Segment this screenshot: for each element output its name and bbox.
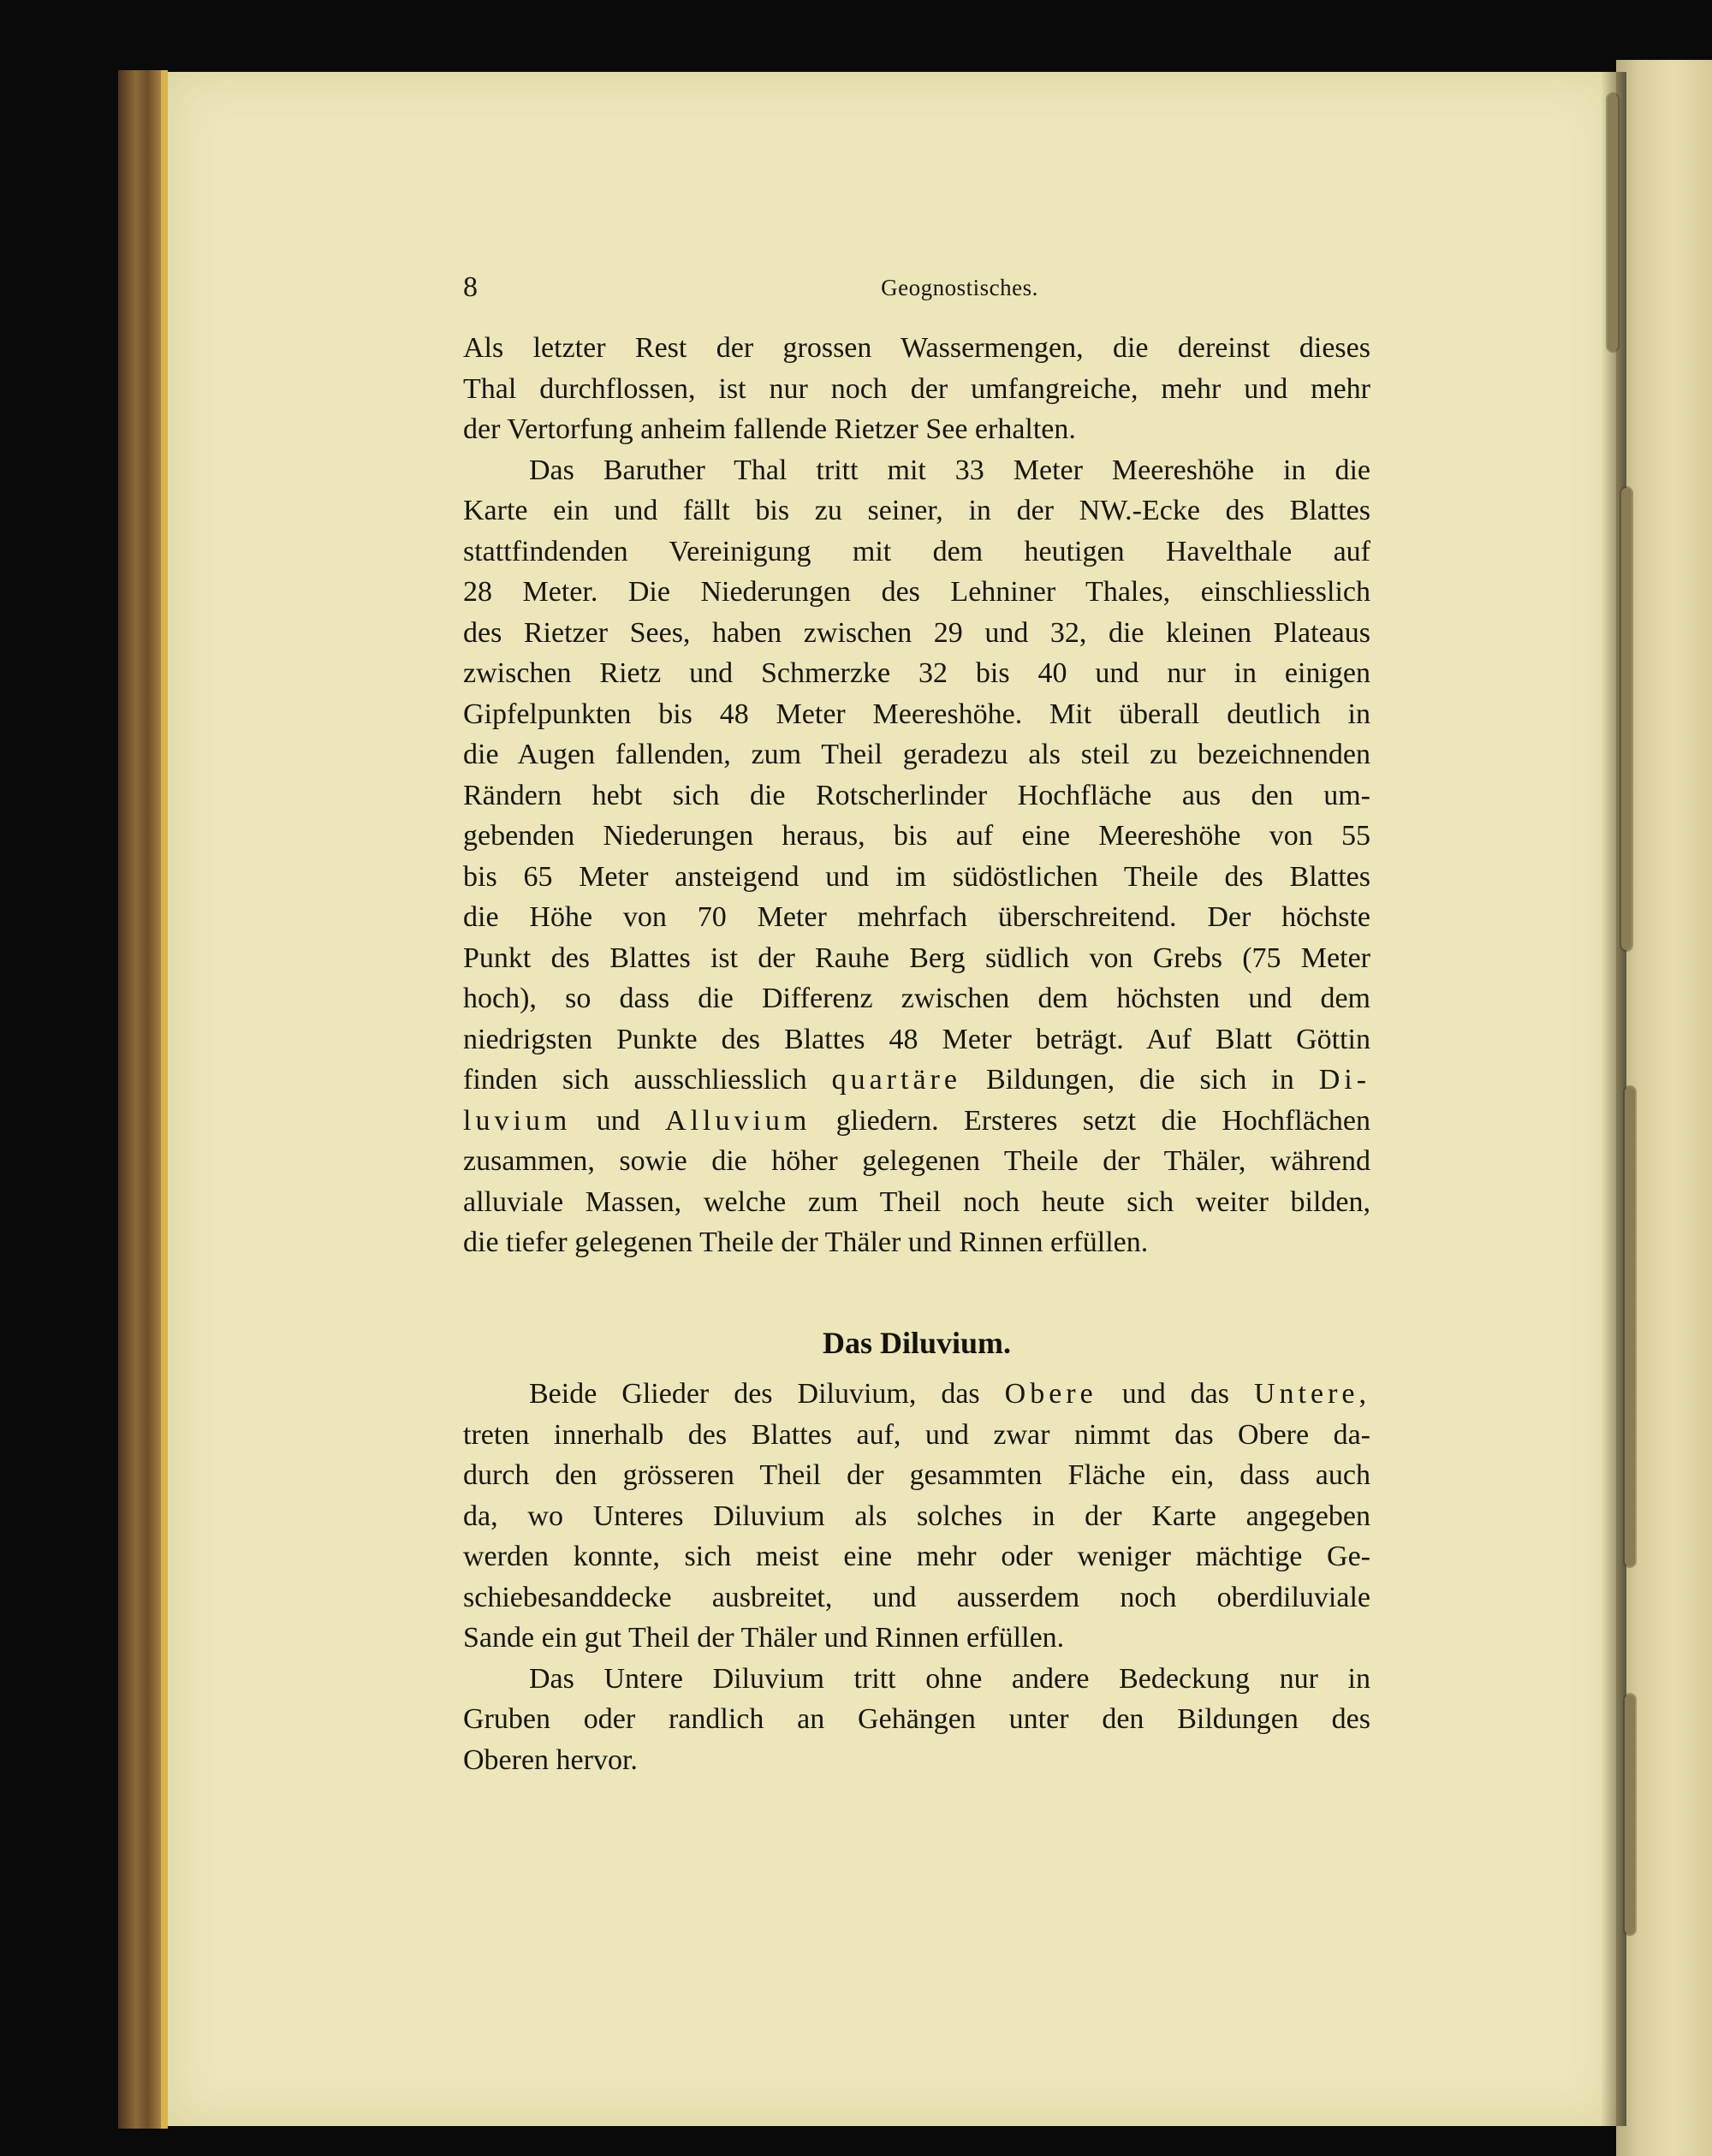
text-line: Als letzter Rest der grossen Wassermengen, die dereinst dieses xyxy=(463,332,1370,364)
text-line: Karte ein und fällt bis zu seiner, in der NW.-Ecke des Blattes xyxy=(463,495,1370,526)
page-gutter-shadow xyxy=(1601,72,1626,2126)
text-line: Rändern hebt sich die Rotscherlinder Hochfläche aus den um- xyxy=(463,779,1370,811)
text-run: Beide Glieder des Diluvium, das xyxy=(529,1378,980,1410)
text-line: treten innerhalb des Blattes auf, und zwar nimmt das Obere da- xyxy=(463,1418,1370,1451)
binding-stitch xyxy=(1621,488,1632,950)
text-line: alluviale Massen, welche zum Theil noch heute sich weiter bilden, xyxy=(463,1185,1370,1218)
text-line: hoch), so dass die Differenz zwischen dem höchsten und dem xyxy=(463,983,1370,1014)
text-line: zwischen Rietz und Schmerzke 32 bis 40 und nur in einigen xyxy=(463,657,1370,689)
text-line: da, wo Unteres Diluvium als solches in der Karte angegeben xyxy=(463,1500,1370,1532)
text-line: stattfindenden Vereinigung mit dem heutigen Havelthale auf xyxy=(463,535,1370,567)
text-run: gliedern. Ersteres setzt die Hochflächen xyxy=(835,1104,1371,1137)
text-run: Bildungen, die sich in xyxy=(985,1064,1294,1096)
text-line: durch den grösseren Theil der gesammten Fläche ein, dass auch xyxy=(463,1459,1370,1491)
spaced-term: Alluvium xyxy=(665,1104,811,1137)
text-line: Das Baruther Thal tritt mit 33 Meter Meereshöhe in die xyxy=(529,454,1370,486)
text-line xyxy=(463,1060,1370,1101)
text-line xyxy=(463,1374,1370,1415)
spaced-term: Obere xyxy=(1004,1378,1097,1410)
text-line: Sande ein gut Theil der Thäler und Rinnen erfüllen. xyxy=(463,1622,1065,1654)
text-run: finden sich ausschliesslich xyxy=(463,1064,807,1096)
text-line: Oberen hervor. xyxy=(463,1743,638,1776)
text-line: Das Untere Diluvium tritt ohne andere Bedeckung nur in xyxy=(529,1662,1370,1695)
running-header xyxy=(463,270,1370,305)
text-line: der Vertorfung anheim fallende Rietzer See erhalten. xyxy=(463,413,1076,445)
text-line: schiebesanddecke ausbreitet, und ausserdem noch oberdiluviale xyxy=(463,1581,1370,1613)
text-line: die Höhe von 70 Meter mehrfach überschreitend. Der höchste xyxy=(463,901,1370,933)
binding-stitch xyxy=(1608,94,1618,351)
text-line: die tiefer gelegenen Theile der Thäler und Rinnen erfüllen. xyxy=(463,1226,1149,1258)
text-line: bis 65 Meter ansteigend und im südöstlichen Theile des Blattes xyxy=(463,860,1370,893)
text-run: und xyxy=(596,1104,640,1137)
text-line: Gruben oder randlich an Gehängen unter den Bildungen des xyxy=(463,1703,1370,1735)
text-line: Punkt des Blattes ist der Rauhe Berg südlich von Grebs (75 Meter xyxy=(463,941,1370,974)
text-line: Gipfelpunkten bis 48 Meter Meereshöhe. Mit überall deutlich in xyxy=(463,698,1370,730)
page-number: 8 xyxy=(463,271,478,303)
text-line xyxy=(463,1101,1370,1142)
text-line: zusammen, sowie die höher gelegenen Theile der Thäler, während xyxy=(463,1145,1370,1177)
text-run: und das xyxy=(1121,1378,1230,1410)
body-text-lower xyxy=(463,1374,1370,1780)
text-line: die Augen fallenden, zum Theil geradezu als steil zu bezeichnenden xyxy=(463,739,1370,770)
spaced-term: Di- xyxy=(1318,1064,1371,1096)
text-line: des Rietzer Sees, haben zwischen 29 und 32, die kleinen Plateaus xyxy=(463,616,1370,649)
text-line: 28 Meter. Die Niederungen des Lehniner Thales, einschliesslich xyxy=(463,576,1370,608)
text-line: niedrigsten Punkte des Blattes 48 Meter beträgt. Auf Blatt Göttin xyxy=(463,1023,1370,1055)
spaced-term: luvium xyxy=(463,1104,572,1137)
binding-inner-edge xyxy=(161,70,168,2129)
binding-stitch xyxy=(1625,1087,1635,1566)
spaced-term: Untere, xyxy=(1254,1378,1371,1410)
spaced-term: quartäre xyxy=(831,1064,961,1096)
text-line: werden konnte, sich meist eine mehr oder weniger mächtige Ge- xyxy=(463,1541,1370,1572)
text-line: gebenden Niederungen heraus, bis auf eine Meereshöhe von 55 xyxy=(463,820,1370,852)
body-text-upper xyxy=(463,328,1370,1263)
binding-stitch xyxy=(1625,1695,1635,1934)
running-title: Geognostisches. xyxy=(881,275,1038,300)
text-line: Thal durchflossen, ist nur noch der umfangreiche, mehr und mehr xyxy=(463,372,1370,405)
section-heading: Das Diluvium. xyxy=(822,1326,1012,1360)
